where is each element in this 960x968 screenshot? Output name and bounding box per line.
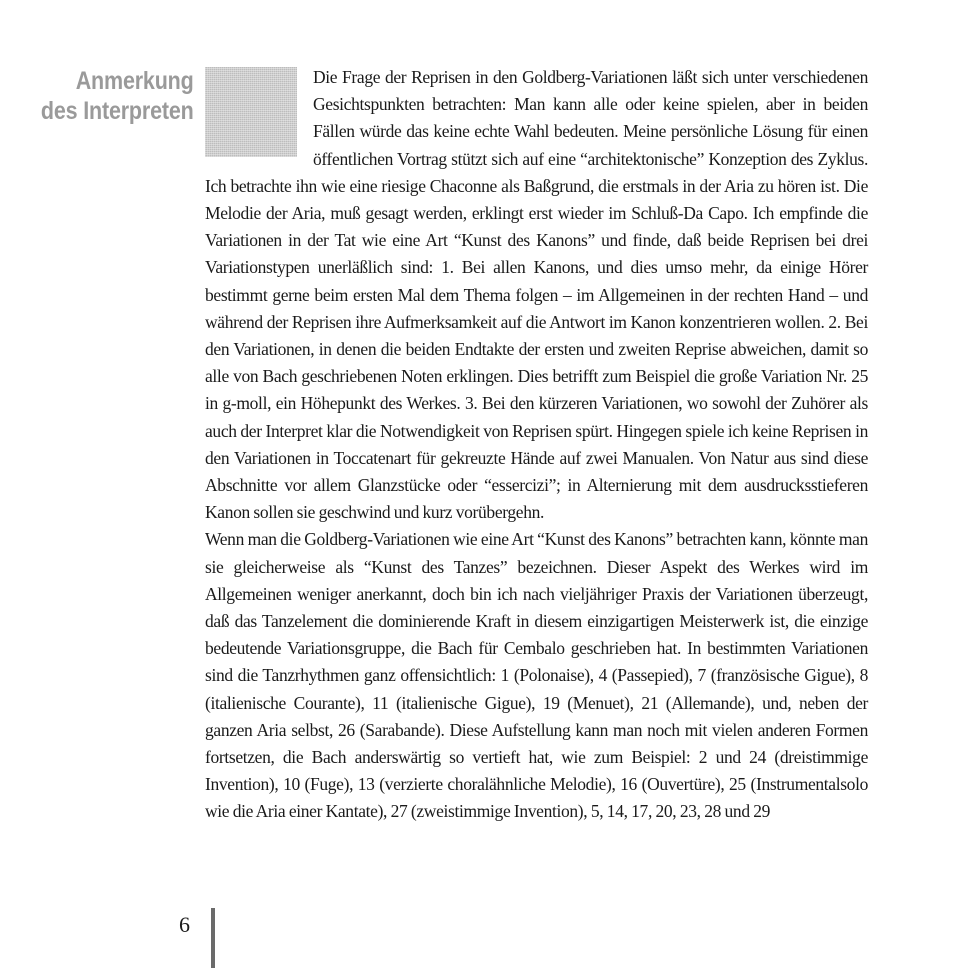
paragraph-1: Die Frage der Reprisen in den Goldberg-Variationen läßt sich unter verschiedenen Gesichtspunkten betrachten: Man kann alle oder keine spielen, aber in beiden Fällen würde das keine echte Wahl bedeuten. Meine persönliche Lösung für einen öffentlichen Vortrag stützt sich auf eine “architektonische” Konzeption des Zyklus. Ich betrachte ihn wie eine riesige Chaconne als Baßgrund, die erstmals in der Aria zu hören ist. Die Melodie der Aria, muß gesagt werden, erklingt erst wieder im Schluß-Da Capo. Ich empfinde die Variationen in der Tat wie eine Art “Kunst des Kanons” und finde, daß beide Reprisen bei drei Variationstypen unerläßlich sind: 1. Bei allen Kanons, und dies umso mehr, da einige Hörer bestimmt gerne beim ersten Mal dem Thema folgen – im Allgemeinen in der rechten Hand – und während der Reprisen ihre Aufmerksamkeit auf die Antwort im Kanon konzentrieren wollen. 2. Bei den Variationen, in denen die beiden Endtakte der ersten und zweiten Reprise abweichen, damit so alle von Bach geschriebenen Noten erklingen. Dies betrifft zum Beispiel die große Variation Nr. 25 in g-moll, ein Höhepunkt des Werkes. 3. Bei den kürzeren Variationen, wo sowohl der Zuhörer als auch der Interpret klar die Notwendigkeit von Reprisen spürt. Hingegen spiele ich keine Reprisen in den Variationen in Toccatenart für gekreuzte Hände auf zwei Manualen. Von Natur aus sind diese Abschnitte vor allem Glanzstücke oder “essercizi”; in Alternierung mit dem ausdrucksstieferen Kanon sollen sie geschwind und kurz vorübergehn. [205,67,868,523]
square-spacer [205,64,313,172]
margin-rule [211,908,215,968]
heading-line-2: des Interpreten [41,97,194,125]
page-number: 6 [179,912,190,937]
paragraph-2: Wenn man die Goldberg-Variationen wie eine Art “Kunst des Kanons” betrachten kann, könnte man sie gleicherweise als “Kunst des Tanzes” bezeichnen. Dieser Aspekt des Werkes wird im Allgemeinen weniger anerkannt, doch bin ich nach vieljähriger Praxis der Variationen überzeugt, daß das Tanzelement die dominierende Kraft in diesem einzigartigen Meisterwerk ist, die einzige bedeutende Variationsgruppe, die Bach für Cembalo geschrieben hat. In bestimmten Variationen sind die Tanzrhythmen ganz offensichtlich: 1 (Polonaise), 4 (Passepied), 7 (französische Gigue), 8 (italienische Courante), 11 (italienische Gigue), 19 (Menuet), 21 (Allemande), und, neben der ganzen Aria selbst, 26 (Sarabande). Diese Aufstellung kann man noch mit vielen anderen Formen fortsetzen, die Bach anderswärtig so vertieft hat, wie zum Beispiel: 2 und 24 (dreistimmige Invention), 10 (Fuge), 13 (verzierte choralähnliche Melodie), 16 (Ouvertüre), 25 (Instrumentalsolo wie die Aria einer Kantate), 27 (zweistimmige Invention), 5, 14, 17, 20, 23, 28 und 29 [205,529,868,822]
section-heading [41,66,194,126]
heading-line-1: Anmerkung [76,67,194,95]
body-text [205,64,868,826]
